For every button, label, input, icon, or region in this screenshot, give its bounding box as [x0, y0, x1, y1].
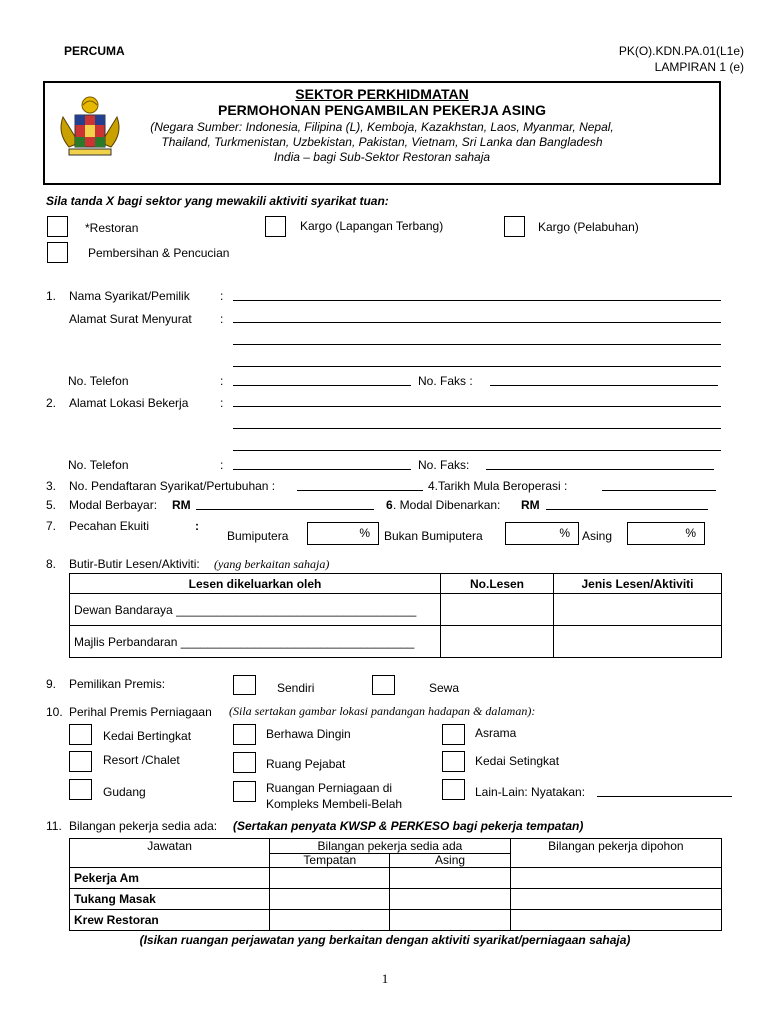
- phone-field-2[interactable]: [233, 469, 411, 470]
- q1-number: 1.: [46, 289, 57, 303]
- asing-percent-field[interactable]: [627, 522, 705, 545]
- form-title: PERMOHONAN PENGAMBILAN PEKERJA ASING: [218, 102, 546, 118]
- column-header: Tempatan: [270, 854, 390, 868]
- phone-label: No. Telefon: [68, 374, 129, 388]
- kedai-bertingkat-checkbox[interactable]: [69, 724, 92, 745]
- issuer-label: Majlis Perbandaran: [74, 634, 178, 649]
- q8-label: Butir-Butir Lesen/Aktiviti:: [69, 557, 200, 571]
- lain-lain-checkbox[interactable]: [442, 779, 465, 800]
- licence-type-cell[interactable]: [554, 626, 722, 658]
- work-address-field-1[interactable]: [233, 406, 721, 407]
- local-count-cell[interactable]: [270, 910, 390, 931]
- q5-label: Modal Berbayar:: [69, 498, 158, 512]
- q7-label: Pecahan Ekuiti: [69, 519, 150, 533]
- colon: :: [220, 312, 224, 326]
- foreign-count-cell[interactable]: [390, 889, 510, 910]
- licence-issuer-cell[interactable]: Dewan Bandaraya ____________________________________: [70, 594, 441, 626]
- table-row: [70, 910, 722, 931]
- kedai-setingkat-checkbox[interactable]: [442, 751, 465, 772]
- percent-sign: %: [685, 526, 696, 540]
- q1-label: Nama Syarikat/Pemilik: [69, 289, 190, 303]
- kargo-lapangan-label: Kargo (Lapangan Terbang): [300, 219, 444, 233]
- fax-label-2: No. Faks:: [418, 458, 470, 472]
- work-address-field-2[interactable]: [233, 428, 721, 429]
- percent-sign: %: [359, 526, 370, 540]
- q11-note: (Sertakan penyata KWSP & PERKESO bagi pekerja tempatan): [233, 819, 584, 833]
- source-countries-line3: India – bagi Sub-Sektor Restoran sahaja: [273, 150, 491, 164]
- appendix-label: LAMPIRAN 1 (e): [654, 60, 744, 74]
- resort-chalet-label: Resort /Chalet: [103, 753, 180, 767]
- column-header: Bilangan pekerja dipohon: [510, 839, 721, 868]
- gudang-checkbox[interactable]: [69, 779, 92, 800]
- paid-capital-field[interactable]: [196, 509, 374, 510]
- q9-label: Pemilikan Premis:: [69, 677, 166, 691]
- fax-field-1[interactable]: [490, 385, 718, 386]
- job-title-cell: Krew Restoran: [70, 910, 270, 931]
- sewa-label: Sewa: [429, 681, 460, 695]
- table-header-row: [70, 839, 722, 854]
- asrama-label: Asrama: [475, 726, 517, 740]
- licence-number-cell[interactable]: [441, 626, 554, 658]
- mailing-address-field-1[interactable]: [233, 322, 721, 323]
- licence-type-cell[interactable]: [554, 594, 722, 626]
- table-row: [70, 889, 722, 910]
- phone-field-1[interactable]: [233, 385, 411, 386]
- colon: :: [220, 396, 224, 410]
- mailing-address-field-2[interactable]: [233, 344, 721, 345]
- phone-label: No. Telefon: [68, 458, 129, 472]
- percent-sign: %: [559, 526, 570, 540]
- bumiputera-label: Bumiputera: [227, 529, 289, 543]
- work-address-field-3[interactable]: [233, 450, 721, 451]
- bukan-bumiputera-percent-field[interactable]: [505, 522, 579, 545]
- kargo-pelabuhan-checkbox[interactable]: [504, 216, 525, 237]
- ruang-pejabat-checkbox[interactable]: [233, 752, 256, 773]
- kedai-bertingkat-label: Kedai Bertingkat: [103, 729, 192, 743]
- berhawa-dingin-label: Berhawa Dingin: [266, 727, 351, 741]
- mailing-address-field-3[interactable]: [233, 366, 721, 367]
- rm-label: RM: [521, 498, 540, 512]
- colon: :: [220, 289, 224, 303]
- kompleks-checkbox[interactable]: [233, 781, 256, 802]
- page-number: 1: [381, 971, 389, 986]
- kargo-pelabuhan-label: Kargo (Pelabuhan): [538, 220, 639, 234]
- q6-number: 6: [386, 498, 393, 512]
- operation-start-date-field[interactable]: [602, 490, 716, 491]
- sector-instruction: Sila tanda X bagi sektor yang mewakili aktiviti syarikat tuan:: [46, 194, 389, 208]
- source-countries-line1: (Negara Sumber: Indonesia, Filipina (L), Kemboja, Kazakhstan, Laos, Myanmar, Nepal,: [150, 120, 614, 134]
- local-count-cell[interactable]: [270, 868, 390, 889]
- column-header: Asing: [390, 854, 510, 868]
- resort-chalet-checkbox[interactable]: [69, 751, 92, 772]
- free-label: PERCUMA: [64, 44, 125, 58]
- registration-number-field[interactable]: [297, 490, 423, 491]
- gudang-label: Gudang: [103, 785, 146, 799]
- q2-number: 2.: [46, 396, 57, 410]
- column-header: Lesen dikeluarkan oleh: [70, 574, 441, 594]
- q8-note: (yang berkaitan sahaja): [214, 557, 330, 571]
- q10-label: Perihal Premis Perniagaan: [69, 705, 212, 719]
- q8-number: 8.: [46, 557, 57, 571]
- table-footnote: (Isikan ruangan perjawatan yang berkaitan dengan aktiviti syarikat/perniagaan sahaja): [139, 933, 631, 947]
- requested-count-cell[interactable]: [510, 889, 721, 910]
- q5-number: 5.: [46, 498, 57, 512]
- lain-lain-label: Lain-Lain: Nyatakan:: [475, 785, 586, 799]
- q10-note: (Sila sertakan gambar lokasi pandangan hadapan & dalaman):: [229, 704, 536, 718]
- job-title-cell: Tukang Masak: [70, 889, 270, 910]
- q7-number: 7.: [46, 519, 57, 533]
- foreign-count-cell[interactable]: [390, 868, 510, 889]
- issuer-label: Dewan Bandaraya: [74, 602, 173, 617]
- q9-number: 9.: [46, 677, 57, 691]
- berhawa-dingin-checkbox[interactable]: [233, 724, 256, 745]
- requested-count-cell[interactable]: [510, 868, 721, 889]
- job-title-cell: Pekerja Am: [70, 868, 270, 889]
- column-header: Jawatan: [70, 839, 270, 868]
- colon: :: [220, 458, 224, 472]
- licence-issuer-cell[interactable]: Majlis Perbandaran ___________________________________: [70, 626, 441, 658]
- sewa-checkbox[interactable]: [372, 675, 395, 695]
- workers-table: [69, 838, 722, 931]
- sendiri-checkbox[interactable]: [233, 675, 256, 695]
- title-box: [43, 81, 721, 185]
- bumiputera-percent-field[interactable]: [307, 522, 379, 545]
- lain-lain-field[interactable]: [597, 796, 732, 797]
- kargo-lapangan-checkbox[interactable]: [265, 216, 286, 237]
- restoran-checkbox[interactable]: [47, 216, 68, 237]
- q2-label: Alamat Lokasi Bekerja: [69, 396, 189, 410]
- asrama-checkbox[interactable]: [442, 724, 465, 745]
- table-row: [70, 626, 722, 658]
- pembersihan-checkbox[interactable]: [47, 242, 68, 263]
- colon: :: [220, 374, 224, 388]
- licence-table: [69, 573, 722, 658]
- colon: :: [195, 519, 199, 533]
- bukan-bumiputera-label: Bukan Bumiputera: [384, 529, 483, 543]
- reference-code: PK(O).KDN.PA.01(L1e): [618, 44, 744, 58]
- rm-label: RM: [172, 498, 191, 512]
- fax-label-1: No. Faks :: [418, 374, 473, 388]
- sector-title: SEKTOR PERKHIDMATAN: [295, 86, 469, 102]
- kompleks-label-line2: Kompleks Membeli-Belah: [266, 797, 403, 811]
- company-name-field[interactable]: [233, 300, 721, 301]
- column-header: Jenis Lesen/Aktiviti: [554, 574, 722, 594]
- mailing-address-label: Alamat Surat Menyurat: [69, 312, 192, 326]
- q11-number: 11.: [46, 819, 62, 833]
- asing-label: Asing: [582, 529, 613, 543]
- q4-label: 4.Tarikh Mula Beroperasi :: [428, 479, 568, 493]
- q6-label: . Modal Dibenarkan:: [393, 498, 501, 512]
- authorized-capital-field[interactable]: [546, 509, 708, 510]
- table-row: [70, 594, 722, 626]
- q11-label: Bilangan pekerja sedia ada:: [69, 819, 218, 833]
- q10-number: 10.: [46, 705, 63, 719]
- q3-label: No. Pendaftaran Syarikat/Pertubuhan :: [69, 479, 276, 493]
- requested-count-cell[interactable]: [510, 910, 721, 931]
- table-row: [70, 868, 722, 889]
- foreign-count-cell[interactable]: [390, 910, 510, 931]
- table-header-row: [70, 574, 722, 594]
- pembersihan-label: Pembersihan & Pencucian: [88, 246, 230, 260]
- column-header: No.Lesen: [441, 574, 554, 594]
- kompleks-label-line1: Ruangan Perniagaan di: [266, 781, 393, 795]
- sendiri-label: Sendiri: [277, 681, 315, 695]
- q3-number: 3.: [46, 479, 57, 493]
- fax-field-2[interactable]: [486, 469, 714, 470]
- column-header: Bilangan pekerja sedia ada: [270, 839, 511, 854]
- ruang-pejabat-label: Ruang Pejabat: [266, 757, 346, 771]
- restoran-label: *Restoran: [85, 221, 139, 235]
- source-countries-line2: Thailand, Turkmenistan, Uzbekistan, Pakistan, Vietnam, Sri Lanka dan Bangladesh: [161, 135, 603, 149]
- licence-number-cell[interactable]: [441, 594, 554, 626]
- kedai-setingkat-label: Kedai Setingkat: [475, 754, 560, 768]
- local-count-cell[interactable]: [270, 889, 390, 910]
